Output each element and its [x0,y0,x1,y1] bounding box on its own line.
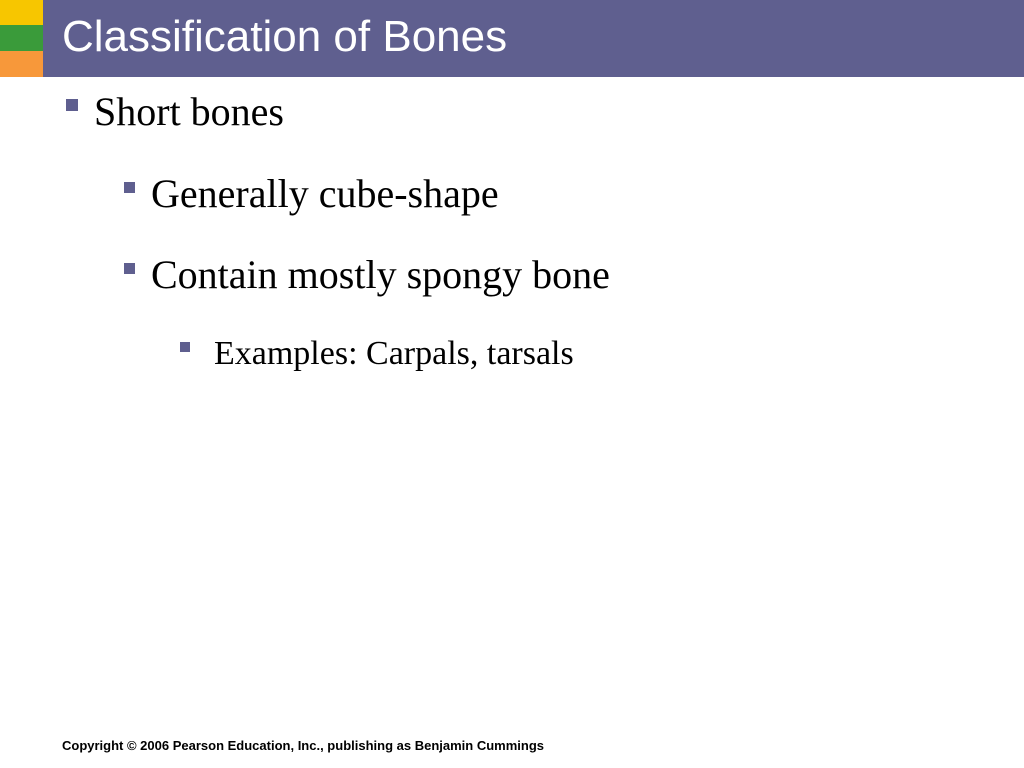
accent-block-green [0,25,43,51]
accent-color-strip [0,0,43,77]
bullet-level-2 [124,251,610,299]
square-bullet-icon [66,99,78,111]
title-bar [43,0,1024,77]
bullet-text-short-bones: Short bones [94,89,284,134]
square-bullet-icon [124,263,135,274]
slide-title: Classification of Bones [62,12,508,61]
bullet-text-examples: Examples: Carpals, tarsals [214,335,574,372]
bullet-level-3 [180,334,574,374]
bullet-text-spongy-bone: Contain mostly spongy bone [151,252,610,297]
bullet-text-cube-shape: Generally cube-shape [151,171,499,216]
accent-block-orange [0,51,43,77]
copyright-footer: Copyright © 2006 Pearson Education, Inc., publishing as Benjamin Cummings [62,738,544,753]
accent-block-yellow [0,0,43,25]
square-bullet-icon [180,342,190,352]
bullet-level-1 [66,88,284,136]
bullet-level-2 [124,170,499,218]
square-bullet-icon [124,182,135,193]
